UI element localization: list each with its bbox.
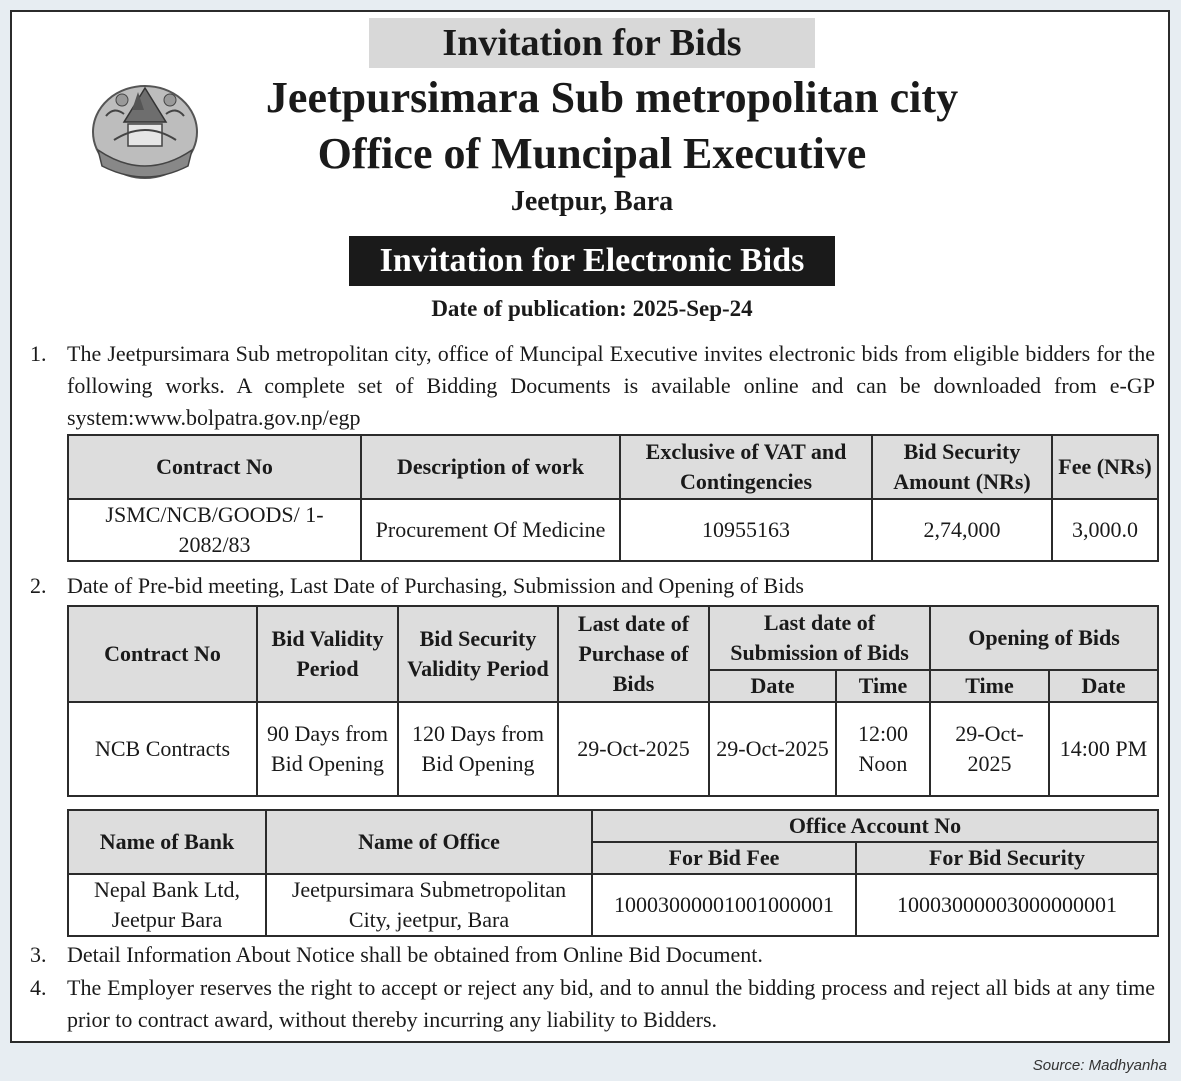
table-header-row <box>68 606 1158 670</box>
header-cell: For Bid Fee <box>592 842 856 874</box>
submission-date-cell: 29-Oct-2025 <box>709 702 836 796</box>
header-cell: Name of Bank <box>68 810 266 874</box>
header-cell: Exclusive of VAT and Contingencies <box>620 435 872 499</box>
header-cell: Fee (NRs) <box>1052 435 1158 499</box>
header-cell: Time <box>930 670 1049 702</box>
table-row <box>68 499 1158 561</box>
top-title: Invitation for Bids <box>369 18 815 68</box>
bank-name-cell: Nepal Bank Ltd, Jeetpur Bara <box>68 874 266 936</box>
header-cell: For Bid Security <box>856 842 1158 874</box>
header-cell: Office Account No <box>592 810 1158 842</box>
fee-cell: 3,000.0 <box>1052 499 1158 561</box>
source-credit: Source: Madhyanha <box>1032 1057 1167 1074</box>
office-name: Office of Muncipal Executive <box>317 129 867 178</box>
purchase-date-cell: 29-Oct-2025 <box>558 702 709 796</box>
header-cell: Last date of Submission of Bids <box>709 606 930 670</box>
electronic-bids-banner: Invitation for Electronic Bids <box>349 236 835 286</box>
table-row <box>68 702 1158 796</box>
item-number: 4. <box>30 975 47 1000</box>
header-cell: Contract No <box>68 435 361 499</box>
city-name: Jeetpursimara Sub metropolitan city <box>265 73 959 122</box>
paragraph-2: Date of Pre-bid meeting, Last Date of Purchasing, Submission and Opening of Bids <box>67 573 804 598</box>
header-cell: Bid Validity Period <box>257 606 398 702</box>
publication-date: Date of publication: 2025-Sep-24 <box>431 296 753 321</box>
header-cell: Last date of Purchase of Bids <box>558 606 709 702</box>
item-number: 1. <box>30 341 47 366</box>
header-cell: Date <box>1049 670 1158 702</box>
place-name: Jeetpur, Bara <box>510 186 674 217</box>
contract-table <box>67 434 1159 562</box>
item-number: 3. <box>30 942 47 967</box>
schedule-table <box>67 605 1159 797</box>
bid-security-cell: 2,74,000 <box>872 499 1052 561</box>
contract-no-cell: JSMC/NCB/GOODS/ 1-2082/83 <box>68 499 361 561</box>
paragraph-4: The Employer reserves the right to accept or reject any bid, and to annul the bidding process and reject all bids at any time prior to contract award, without thereby incurring any liability to Bidders. <box>67 975 1155 1032</box>
office-name-cell: Jeetpursimara Submetropolitan City, jeetpur, Bara <box>266 874 592 936</box>
bank-table <box>67 809 1159 937</box>
contract-cell: NCB Contracts <box>68 702 257 796</box>
table-header-row <box>68 435 1158 499</box>
notice-page <box>10 10 1170 1043</box>
opening-time-cell: 29-Oct-2025 <box>930 702 1049 796</box>
item-number: 2. <box>30 573 47 598</box>
security-account-cell: 10003000003000000001 <box>856 874 1158 936</box>
header-cell: Bid Security Validity Period <box>398 606 558 702</box>
paragraph-3: Detail Information About Notice shall be obtained from Online Bid Document. <box>67 942 763 967</box>
fee-account-cell: 10003000001001000001 <box>592 874 856 936</box>
header-cell: Time <box>836 670 930 702</box>
submission-time-cell: 12:00 Noon <box>836 702 930 796</box>
header-cell: Name of Office <box>266 810 592 874</box>
table-row <box>68 874 1158 936</box>
header-cell: Opening of Bids <box>930 606 1158 670</box>
security-validity-cell: 120 Days from Bid Opening <box>398 702 558 796</box>
opening-date-cell: 14:00 PM <box>1049 702 1158 796</box>
table-header-row <box>68 810 1158 842</box>
header-cell: Contract No <box>68 606 257 702</box>
vat-cell: 10955163 <box>620 499 872 561</box>
header-cell: Date <box>709 670 836 702</box>
header-cell: Bid Security Amount (NRs) <box>872 435 1052 499</box>
header-cell: Description of work <box>361 435 620 499</box>
description-cell: Procurement Of Medicine <box>361 499 620 561</box>
paragraph-1: The Jeetpursimara Sub metropolitan city, office of Muncipal Executive invites electronic bids from eligible bidders for the following works. A complete set of Bidding Documents is available online and can be downloaded from e-GP system:www.bolpatra.gov.np/egp <box>67 341 1155 430</box>
validity-cell: 90 Days from Bid Opening <box>257 702 398 796</box>
